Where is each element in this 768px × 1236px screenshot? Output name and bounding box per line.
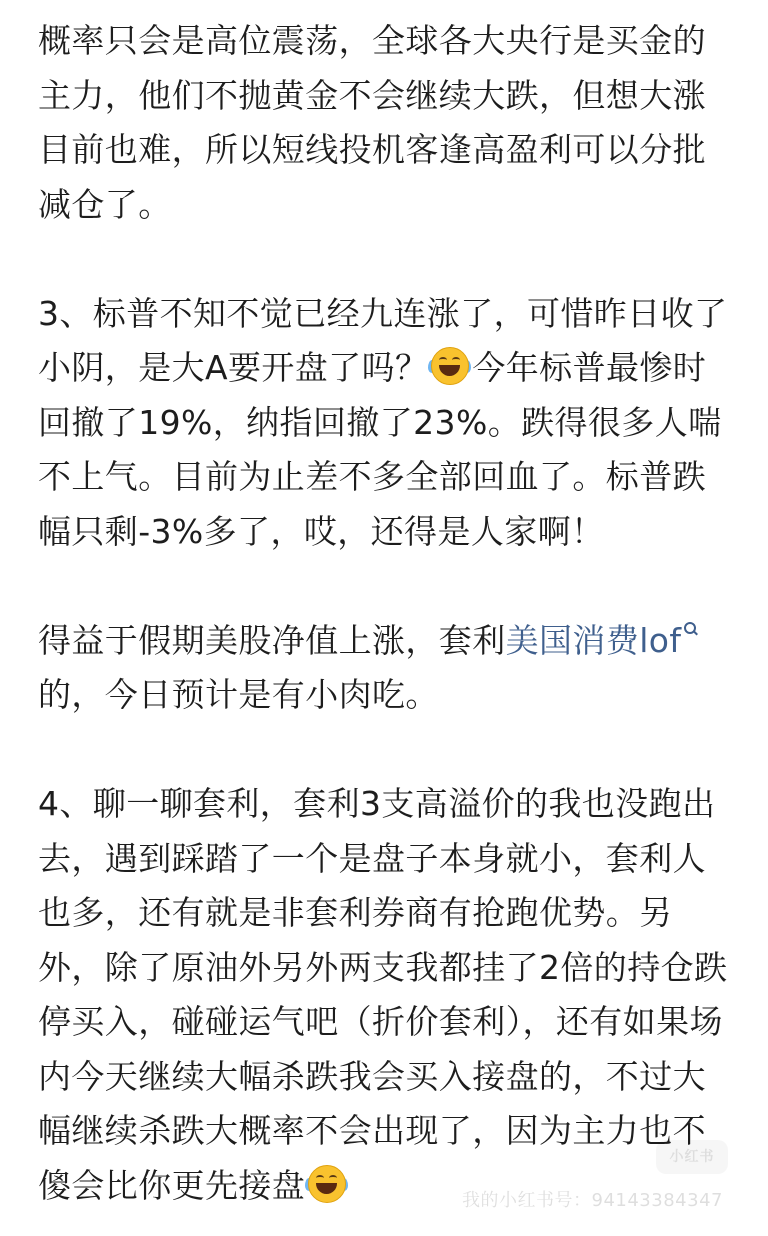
paragraph-arbitrage-gain bbox=[38, 614, 738, 723]
paragraph-sp500 bbox=[38, 287, 738, 560]
search-icon[interactable] bbox=[683, 622, 697, 636]
post-body bbox=[38, 14, 738, 1213]
paragraph-spacer bbox=[38, 723, 738, 778]
paragraph-arbitrage-talk-text: 4、聊一聊套利，套利3支高溢价的我也没跑出去，遇到踩踏了一个是盘子本身就小，套利人也多，还有就是非套利券商有抢跑优势。另外，除了原油外另外两支我都挂了2倍的持仓跌停买入，碰碰运气吧（折价套利），还有如果场内今天继续大幅杀跌我会买入接盘的，不过大幅继续杀跌大概率不会出现了，因为主力也不傻会比你更先接盘 bbox=[38, 784, 728, 1205]
paragraph-sp500-lead: 3、标普不知不觉已经九连涨了，可惜昨日收了小阴，是大A要开盘了吗？ bbox=[38, 293, 728, 387]
face-with-tears-of-joy-icon bbox=[431, 347, 469, 385]
paragraph-spacer bbox=[38, 232, 738, 287]
paragraph-gold: 概率只会是高位震荡，全球各大央行是买金的主力，他们不抛黄金不会继续大跌，但想大涨目前也难，所以短线投机客逢高盈利可以分批减仓了。 bbox=[38, 21, 706, 224]
watermark-logo: 小红书 bbox=[656, 1140, 728, 1174]
fund-search-link-label[interactable]: 美国消费lof bbox=[505, 620, 682, 660]
face-with-tears-of-joy-icon bbox=[308, 1165, 346, 1203]
paragraph-arbitrage-talk bbox=[38, 777, 738, 1213]
paragraph-spacer bbox=[38, 559, 738, 614]
paragraph-arbitrage-lead: 得益于假期美股净值上涨，套利 bbox=[38, 620, 506, 660]
paragraph-sp500-rest: 今年标普最惨时回撤了19%，纳指回撤了23%。跌得很多人喘不上气。目前为止差不多全部回血了。标普跌幅只剩-3%多了，哎，还得是人家啊！ bbox=[38, 348, 722, 551]
fund-search-link[interactable] bbox=[506, 621, 698, 660]
paragraph-arbitrage-rest: 的，今日预计是有小肉吃。 bbox=[38, 675, 439, 714]
watermark-account-id: 我的小红书号：94143384347 bbox=[462, 1190, 723, 1211]
